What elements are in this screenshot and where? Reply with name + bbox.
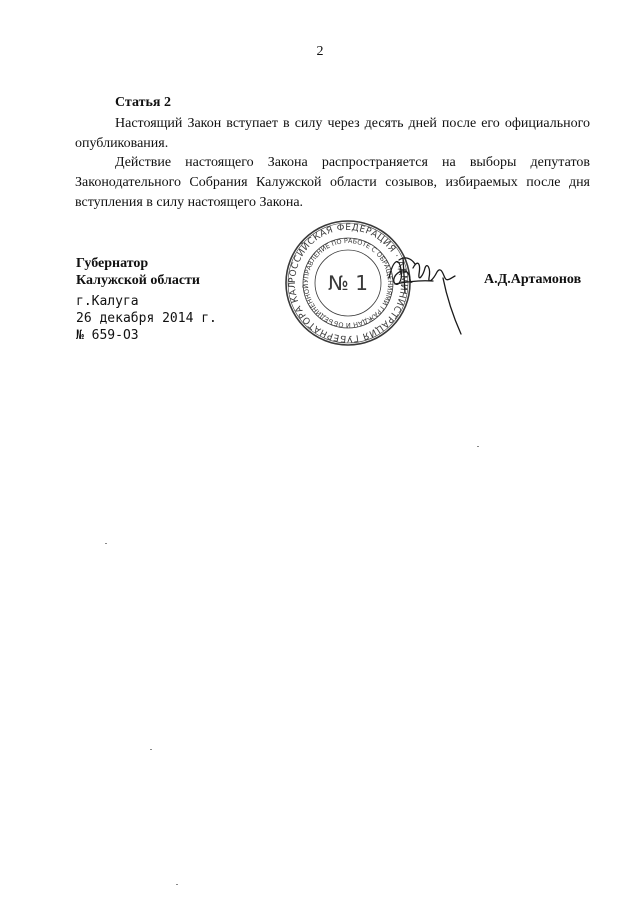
registration-city: г.Калуга bbox=[76, 294, 139, 309]
article-paragraph-2: Действие настоящего Закона распространяется на выборы депутатов Законодательного Собрания Калужской области созывов, избираемых после дня вступления в силу настоящего Закона. bbox=[75, 155, 590, 210]
seal-inner-ring-text: УПРАВЛЕНИЕ ПО РАБОТЕ С ОБРАЩЕНИЯМИ ГРАЖДАН И ОБЪЕДИНЕННОЙ bbox=[301, 236, 395, 330]
scan-speck bbox=[105, 543, 107, 544]
page-number: 2 bbox=[316, 44, 324, 59]
registration-date: 26 декабря 2014 г. bbox=[76, 311, 217, 326]
article-title: Статья 2 bbox=[115, 95, 171, 110]
registration-details bbox=[76, 293, 217, 344]
seal-number: № 1 bbox=[328, 271, 368, 295]
article-paragraph-1: Настоящий Закон вступает в силу через десять дней после его официального опубликования. bbox=[75, 116, 590, 151]
signatory-position-line-2: Калужской области bbox=[76, 273, 200, 288]
registration-number: № 659-ОЗ bbox=[76, 328, 139, 343]
scan-speck bbox=[477, 446, 479, 447]
scan-speck bbox=[150, 749, 152, 750]
handwritten-signature bbox=[385, 238, 465, 343]
signatory-position-line-1: Губернатор bbox=[76, 256, 149, 271]
signatory-position bbox=[76, 255, 200, 289]
scan-speck bbox=[176, 884, 178, 885]
signatory-name: А.Д.Артамонов bbox=[484, 272, 582, 287]
seal-outer-ring-text: РОССИЙСКАЯ ФЕДЕРАЦИЯ · АДМИНИСТРАЦИЯ ГУБЕРНАТОРА КАЛ bbox=[287, 222, 409, 344]
